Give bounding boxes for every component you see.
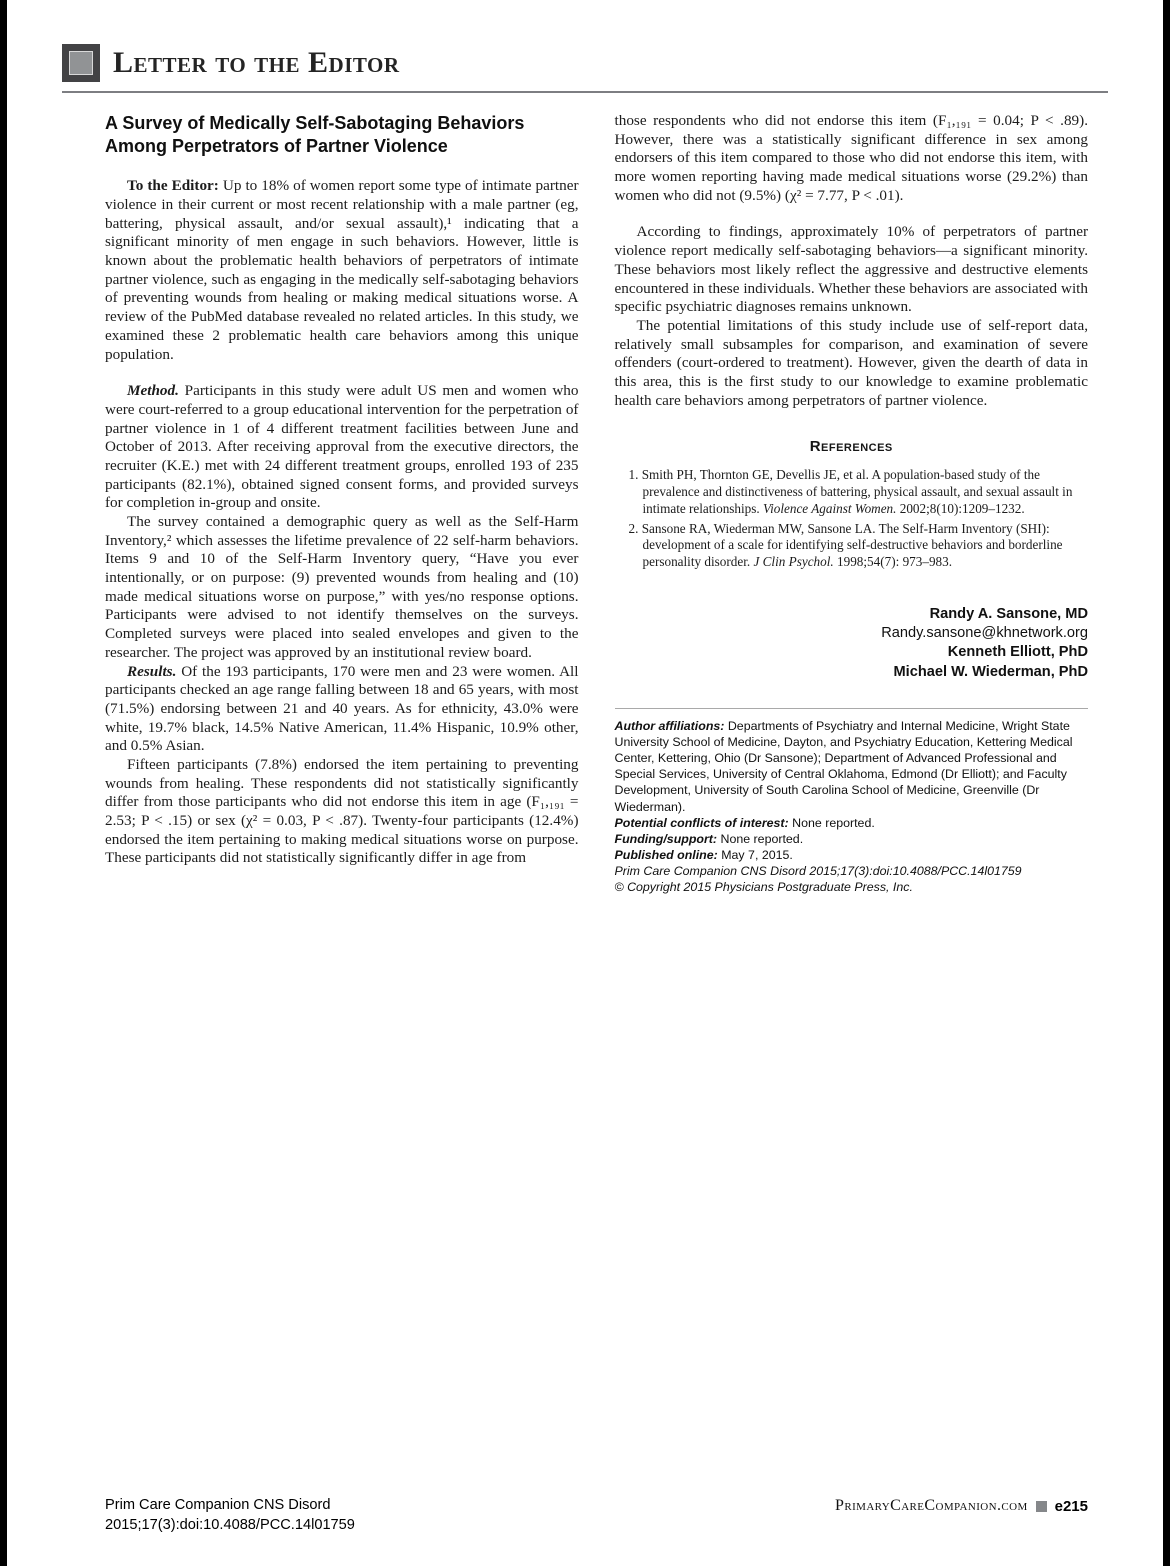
author-name: Kenneth Elliott, PhD xyxy=(947,644,1088,661)
affiliations-text: Departments of Psychiatry and Internal Medicine, Wright State University School of Medicine, Dayton, and Psychiatry Education, Kettering Medical Center, Kettering, Ohio (Dr Sansone); Department of Advanced Professional and Special Services, University of Central Oklahoma, Edmond (Dr Elliott); and Faculty Development, University of South Carolina School of Medicine, Greenville (Dr Wiederman). xyxy=(614,718,1073,814)
paragraph-limitations: The potential limitations of this study include use of self-report data, relatively small subsamples for comparison, and examination of severe offenders (court-ordered to treatment). However, given the dearth of data in this area, this is the first study to our knowledge to examine problematic health care behaviors among perpetrators of partner violence. xyxy=(614,316,1088,409)
references-heading: References xyxy=(809,438,893,456)
funding-support xyxy=(615,831,1089,847)
paragraph-discussion: According to findings, approximately 10% of perpetrators of partner violence report medically self-sabotaging behaviors—a significant minority. These behaviors most likely reflect the aggressive and destructive elements encountered in these individuals. Whether these behaviors are associated with specific psychiatric diagnoses remains unknown. xyxy=(614,223,1088,316)
page-footer xyxy=(105,1496,1088,1535)
footer-journal-name: Prim Care Companion CNS Disord xyxy=(105,1497,331,1513)
author-name: Randy A. Sansone, MD xyxy=(929,605,1088,622)
section-heading: Letter to the Editor xyxy=(113,46,400,79)
reference-text-pre: Sansone RA, Wiederman MW, Sansone LA. The Self-Harm Inventory (SHI): development of a scale for identifying self-destructive behaviors and borderline personality disorder. xyxy=(641,520,1063,570)
article-content xyxy=(105,112,1088,895)
conflicts-of-interest xyxy=(615,815,1089,831)
reference-journal: Violence Against Women. xyxy=(763,500,897,516)
reference-item xyxy=(615,521,1089,571)
funding-text: None reported. xyxy=(717,831,804,846)
paragraph-results-text: Of the 193 participants, 170 were men and 23 were women. All participants checked an age range falling between 18 and 65 years, with most (71.5%) endorsing between 21 and 40 years. As for ethnicity, 43.0% were white, 19.7% black, 14.5% Native American, 11.4% Hispanic, 10.9% other, and 0.5% Asian. xyxy=(105,662,579,755)
author-name: Michael W. Wiederman, PhD xyxy=(893,663,1088,680)
page-edge-left xyxy=(0,0,7,1566)
citation-line: Prim Care Companion CNS Disord 2015;17(3):doi:10.4088/PCC.14l01759 xyxy=(614,864,1022,879)
reference-item xyxy=(615,467,1089,517)
published-online xyxy=(615,847,1089,863)
paragraph-method-text: Participants in this study were adult US men and women who were court-referred to a group educational intervention for the perpetration of partner violence in 1 of 4 different treatment facilities between June and October of 2013. After receiving approval from the executive directors, the recruiter (K.E.) met with 24 different treatment groups, enrolled 193 of 235 participants (82.1%), obtained signed consent forms, and provided surveys for completion in-group and onsite. xyxy=(105,382,579,512)
article-title: A Survey of Medically Self-Sabotaging Behaviors Among Perpetrators of Partner Violence xyxy=(105,113,525,156)
affiliations-label: Author affiliations: xyxy=(614,718,725,733)
paragraph-findings-continued: those respondents who did not endorse this item (F₁,₁₉₁ = 0.04; P < .89). However, there was a statistically significant difference in sex among endorsers of this item compared to those who did not endorse this item, with more women reporting having made medical situations worse (29.2%) than women who did not (9.5%) (χ² = 7.77, P < .01). xyxy=(614,112,1088,204)
reference-text-post: 1998;54(7): 973–983. xyxy=(833,554,953,570)
reference-text xyxy=(642,521,1063,570)
paragraph-survey: The survey contained a demographic query as well as the Self-Harm Inventory,² which assesses the lifetime prevalence of 22 self-harm behaviors. Items 9 and 10 of the Self-Harm Inventory query, “Have you ever intentionally, or on purpose: (9) prevented wounds from healing and (10) made medical situations worse on purpose,” with yes/no response options. Participants were advised to not identify themselves on the surveys. Completed surveys were placed into sealed envelopes and given to the researcher. The project was approved by an institutional review board. xyxy=(105,513,579,661)
reference-journal: J Clin Psychol. xyxy=(753,554,834,570)
footer-page-number: e215 xyxy=(1054,1497,1088,1515)
funding-label: Funding/support: xyxy=(614,831,718,846)
published-label: Published online: xyxy=(614,847,718,862)
reference-number: 2. xyxy=(628,520,639,536)
authors-block xyxy=(615,605,1089,682)
paragraph-intro-text: Up to 18% of women report some type of intimate partner violence in their current or most recent relationship with a male partner (eg, battering, physical assault, and/or sexual assault),¹ indicating that a significant minority of men engage in such behaviors. However, little is known about the problematic health behaviors of perpetrators of intimate partner violence, such as engaging in the medically self-sabotaging behaviors of preventing wounds from healing or making medical situations worse. A review of the PubMed database revealed no related articles. In this study, we examined these 2 problematic health care behaviors among this unique population. xyxy=(105,177,579,363)
left-column xyxy=(105,112,579,895)
section-square-icon-inner xyxy=(69,51,93,75)
right-column xyxy=(615,112,1089,895)
copyright-line: © Copyright 2015 Physicians Postgraduate Press, Inc. xyxy=(614,880,913,895)
conflicts-label: Potential conflicts of interest: xyxy=(614,815,789,830)
to-the-editor-label: To the Editor: xyxy=(127,177,219,195)
affiliations xyxy=(615,718,1089,815)
page-edge-right xyxy=(1163,0,1170,1566)
author-email: Randy.sansone@khnetwork.org xyxy=(881,625,1088,642)
footer-journal-info xyxy=(105,1496,355,1535)
paragraph-method xyxy=(105,382,579,513)
method-label: Method. xyxy=(127,382,179,400)
reference-text xyxy=(642,467,1073,516)
footer-site: PrimaryCareCompanion.com xyxy=(835,1497,1028,1514)
results-label: Results. xyxy=(127,662,177,680)
back-matter xyxy=(615,708,1089,895)
masthead xyxy=(62,44,1108,93)
footer-site-block xyxy=(835,1497,1088,1515)
conflicts-text: None reported. xyxy=(788,815,875,830)
reference-text-pre: Smith PH, Thornton GE, Devellis JE, et al. A population-based study of the prevalence and distinctiveness of battering, physical assault, and sexual assault in intimate relationships. xyxy=(641,467,1073,516)
published-text: May 7, 2015. xyxy=(717,847,793,862)
paragraph-intro xyxy=(105,177,579,364)
paragraph-results xyxy=(105,663,579,756)
section-square-icon xyxy=(62,44,100,82)
reference-text-post: 2002;8(10):1209–1232. xyxy=(896,500,1025,516)
paragraph-findings: Fifteen participants (7.8%) endorsed the item pertaining to preventing wounds from healing. These respondents did not statistically significantly differ from those participants who did not endorse this item in age (F₁,₁₉₁ = 2.53; P < .15) or sex (χ² = 0.03, P < .87). Twenty-four participants (12.4%) endorsed the item pertaining to making medical situations worse on purpose. These participants did not statistically significantly differ in age from xyxy=(105,755,579,867)
footer-journal-doi: 2015;17(3):doi:10.4088/PCC.14l01759 xyxy=(105,1516,355,1533)
footer-square-icon xyxy=(1036,1501,1047,1512)
reference-number: 1. xyxy=(628,467,639,483)
